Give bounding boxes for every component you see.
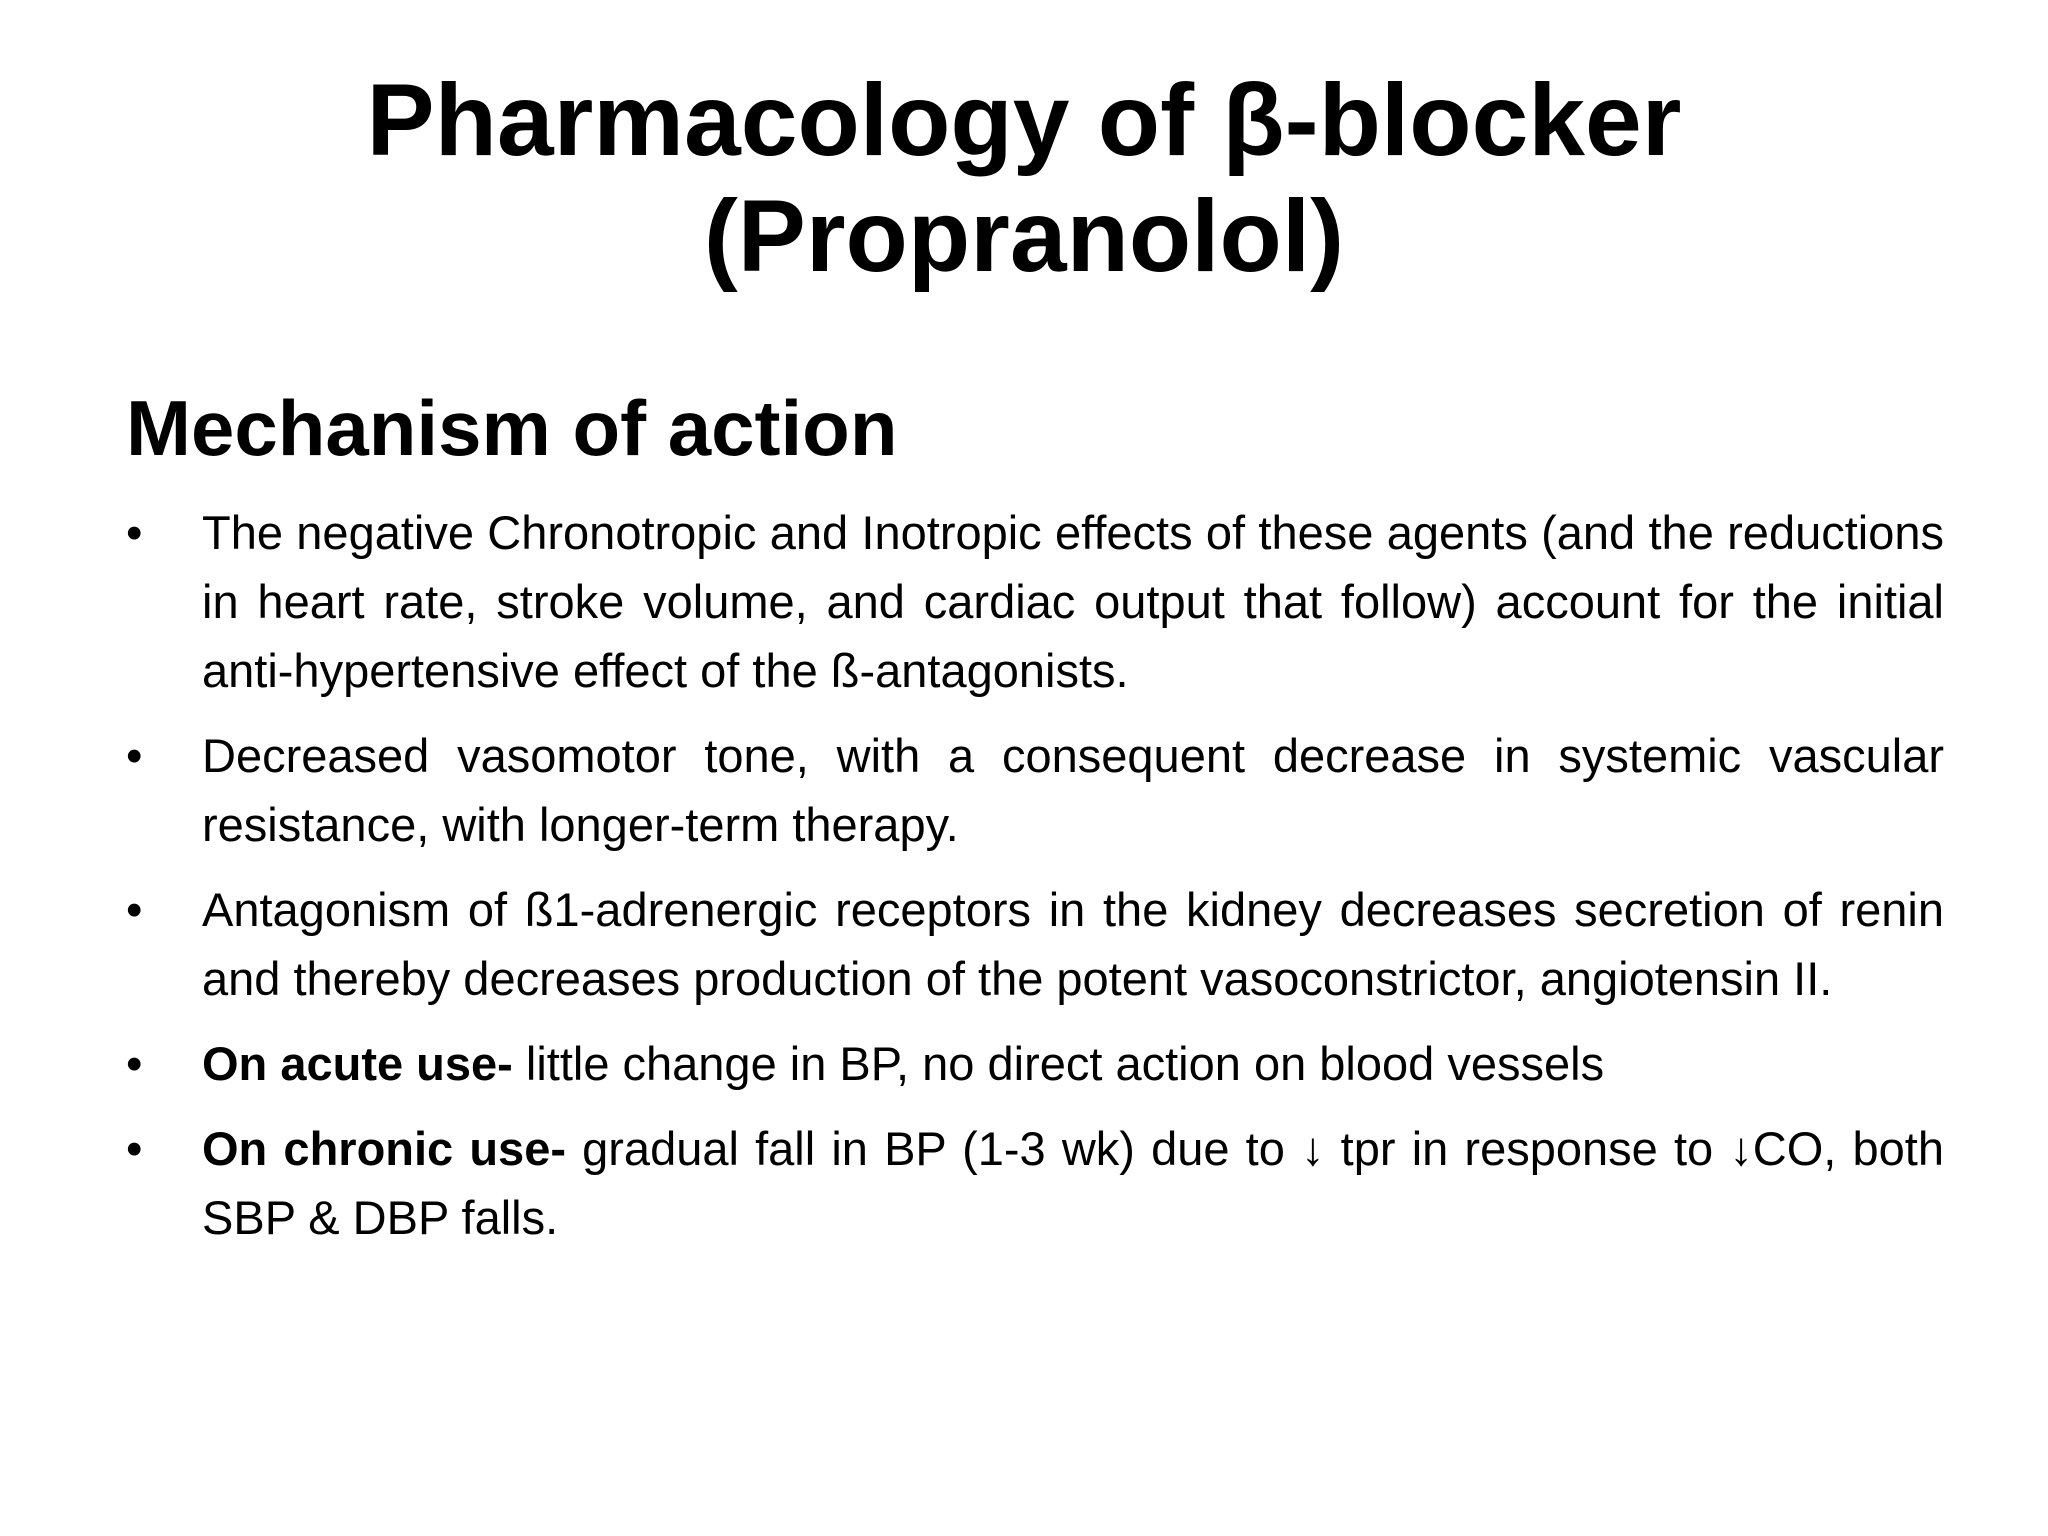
bullet-item-5 xyxy=(126,1114,1944,1252)
slide-title xyxy=(200,62,1848,294)
bullet-icon: • xyxy=(126,1037,143,1090)
bullet-text: Antagonism of ß1-adrenergic receptors in the kidney decreases secretion of renin and thereby decreases production of the potent vasoconstrictor, angiotensin II. xyxy=(202,883,1944,1005)
section-heading: Mechanism of action xyxy=(126,384,898,472)
bullet-list xyxy=(126,498,1944,1268)
bullet-item-2 xyxy=(126,721,1944,859)
bullet-icon: • xyxy=(126,506,143,559)
bullet-item-4 xyxy=(126,1029,1944,1098)
bullet-icon: • xyxy=(126,883,143,936)
bullet-text: little change in BP, no direct action on blood vessels xyxy=(512,1037,1605,1090)
slide-title-line2: (Propranolol) xyxy=(703,179,1345,293)
bullet-item-3 xyxy=(126,875,1944,1013)
bullet-lead: On chronic use- xyxy=(202,1122,566,1175)
bullet-text: Decreased vasomotor tone, with a consequent decrease in systemic vascular resistance, with longer-term therapy. xyxy=(202,729,1944,851)
bullet-icon: • xyxy=(126,729,143,782)
bullet-text: The negative Chronotropic and Inotropic effects of these agents (and the reductions in heart rate, stroke volume, and cardiac output that follow) account for the initial anti-hypertensive effect of the ß-antagonists. xyxy=(202,506,1944,697)
slide-title-line1: Pharmacology of β-blocker xyxy=(366,63,1682,177)
bullet-item-1 xyxy=(126,498,1944,705)
bullet-icon: • xyxy=(126,1122,143,1175)
bullet-text: gradual fall in BP (1-3 wk) due to ↓ tpr in response to ↓CO, both SBP & DBP falls. xyxy=(202,1122,1944,1244)
bullet-lead: On acute use- xyxy=(202,1037,513,1090)
